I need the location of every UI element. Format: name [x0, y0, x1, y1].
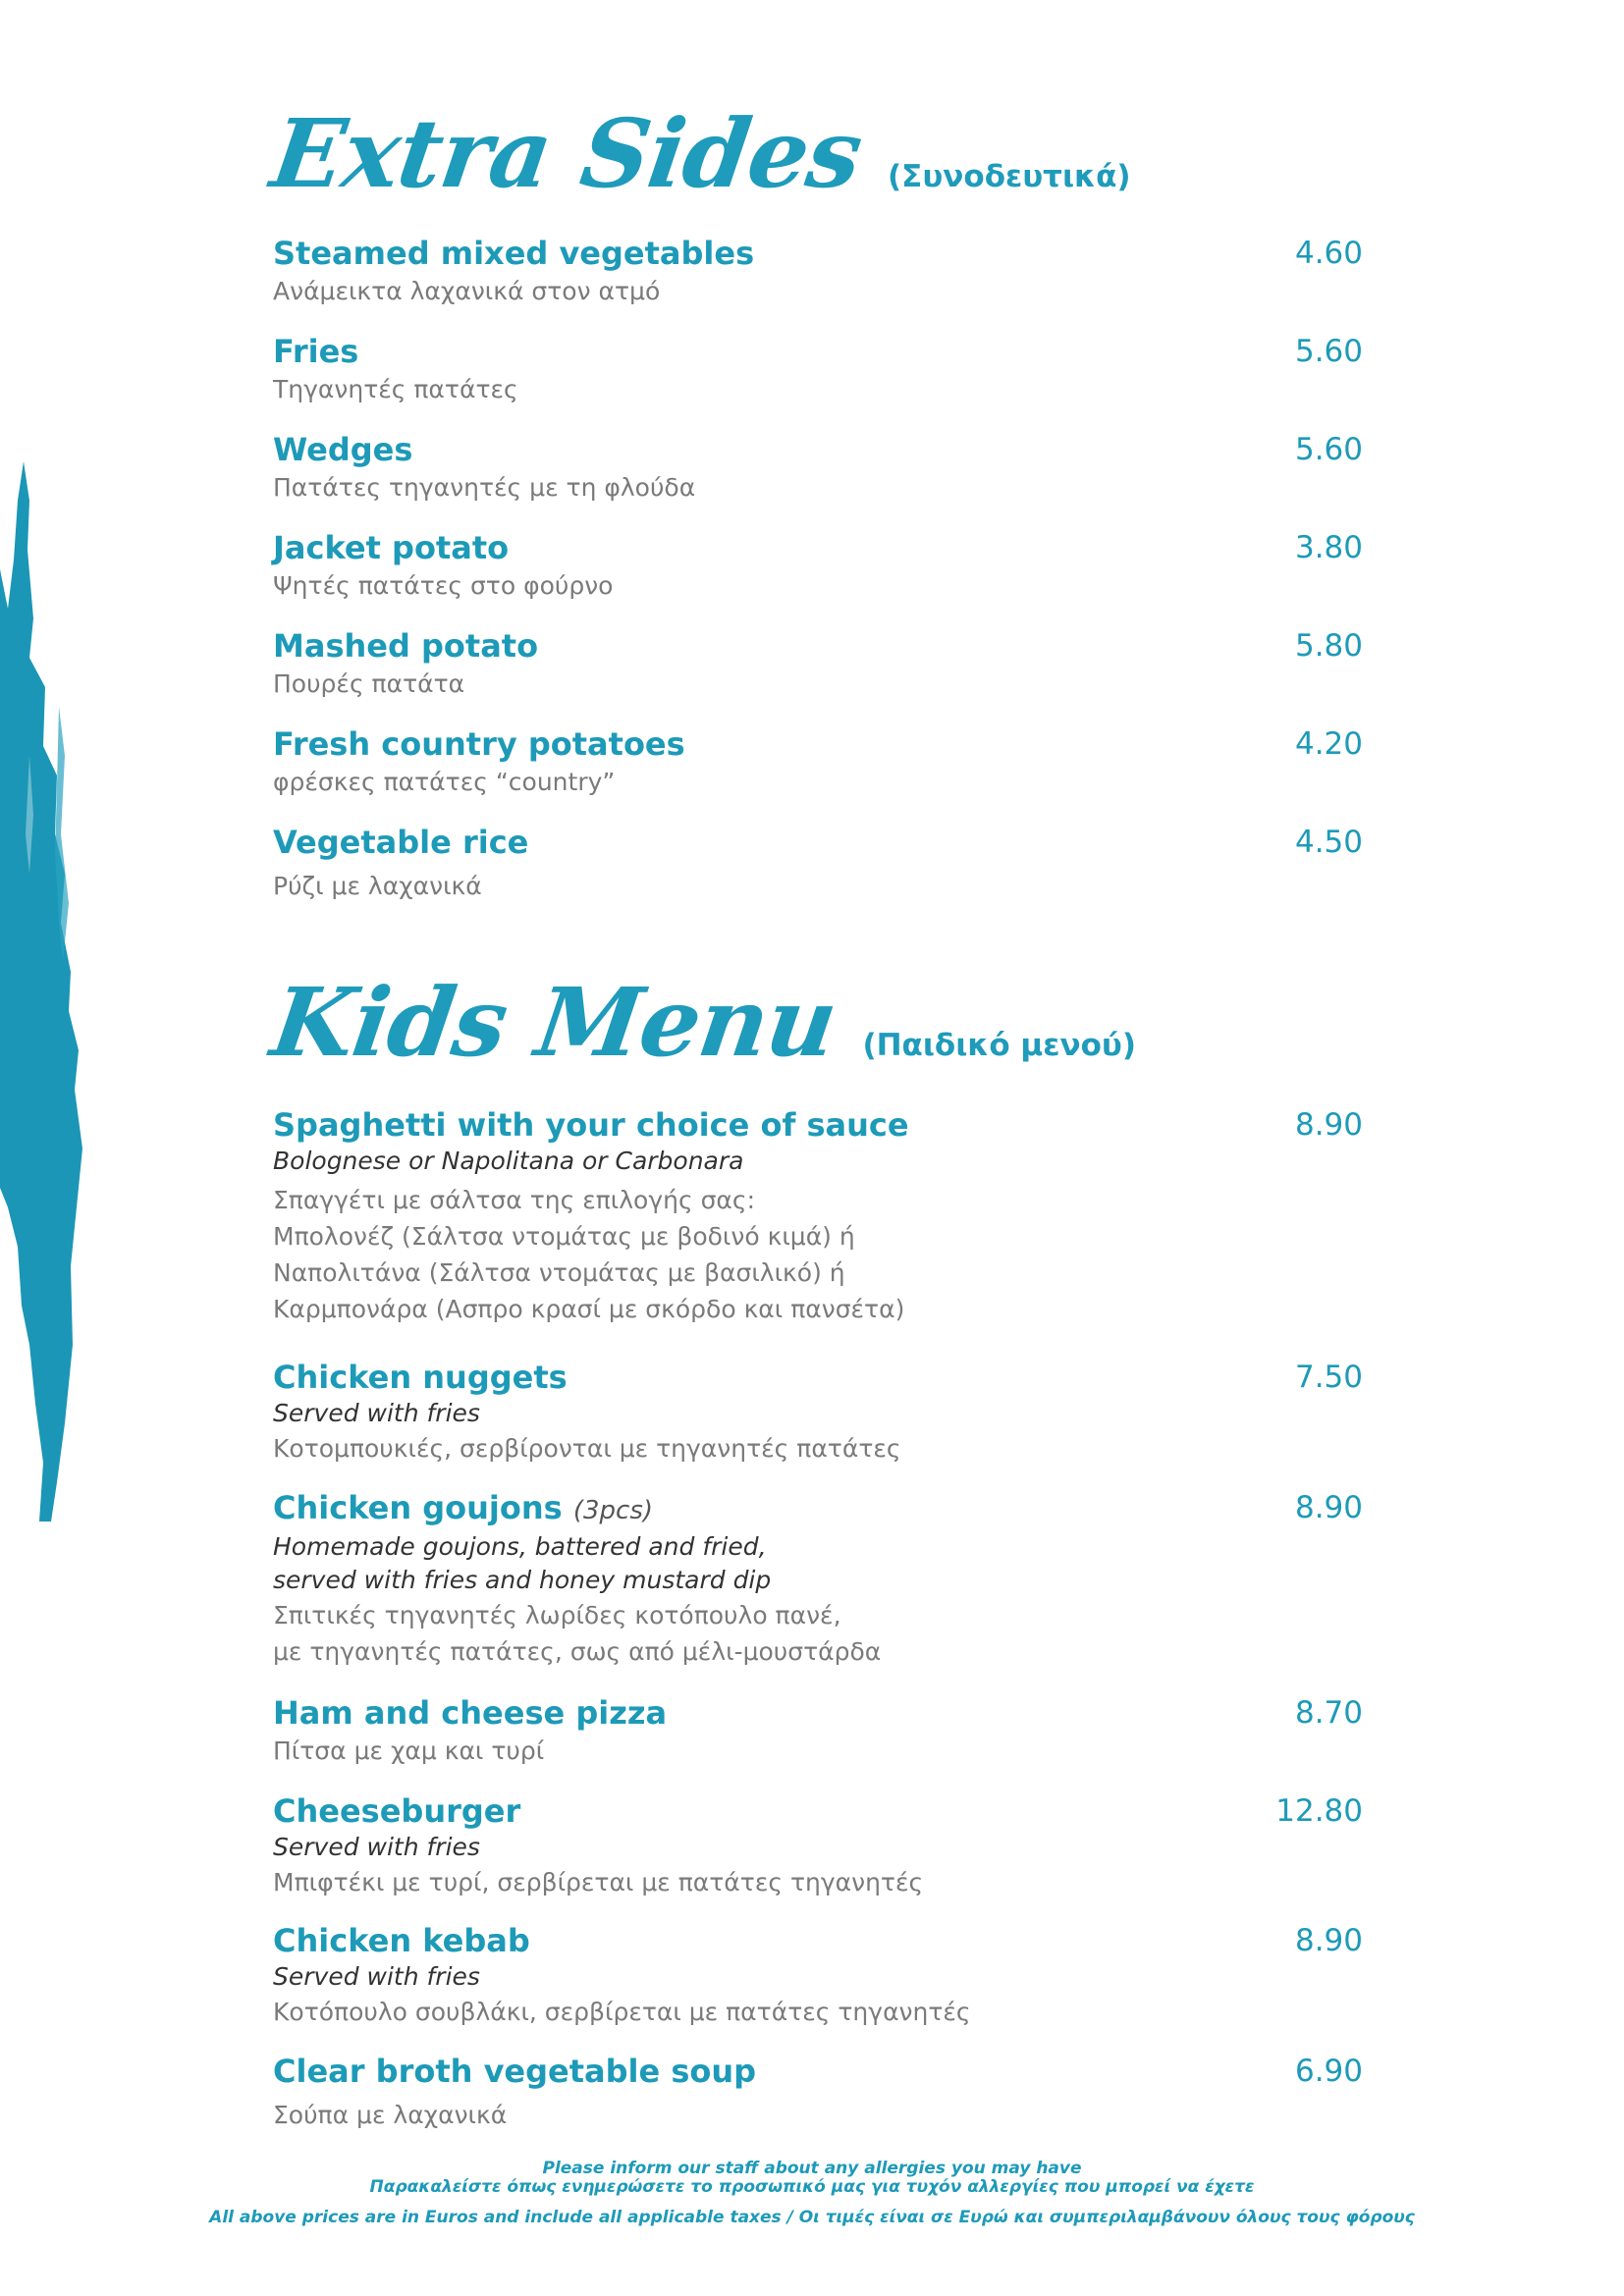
item-name: [273, 1105, 1363, 1145]
menu-item: [273, 430, 1363, 506]
item-price: 8.90: [1294, 1107, 1363, 1143]
item-english-description: Bolognese or Napolitana or Carbonara: [273, 1147, 744, 1175]
menu-item: [273, 823, 1363, 904]
allergy-notice-en: Please inform our staff about any allergies you may have: [542, 2159, 1082, 2178]
item-greek-description: Κοτόπουλο σουβλάκι, σερβίρεται με πατάτες τηγανητές: [273, 1998, 971, 2026]
item-price: 3.80: [1294, 530, 1363, 565]
brush-stroke-decoration: [0, 461, 88, 1522]
menu-item: [273, 1488, 1363, 1670]
item-greek-description: Κοτομπουκιές, σερβίρονται με τηγανητές πατάτες: [273, 1434, 901, 1463]
item-name: Jacket potato: [273, 529, 510, 566]
item-greek-description: φρέσκες πατάτες “country”: [273, 768, 616, 796]
item-name-text: Spaghetti with your choice of sauce: [273, 1106, 909, 1144]
kids-menu-heading: [265, 967, 1136, 1078]
item-name: [273, 2052, 1363, 2091]
item-greek-description: με τηγανητές πατάτες, σως από μέλι-μουστάρδα: [273, 1637, 882, 1666]
menu-item: [273, 1105, 1363, 1327]
item-price: 12.80: [1275, 1793, 1363, 1829]
item-name-text: Clear broth vegetable soup: [273, 2053, 757, 2090]
item-greek-description: Σούπα με λαχανικά: [273, 2101, 508, 2129]
item-english-description: Served with fries: [273, 1962, 480, 1991]
item-name: Fresh country potatoes: [273, 725, 685, 763]
item-price: 8.70: [1294, 1695, 1363, 1731]
item-english-description: Homemade goujons, battered and fried,: [273, 1532, 767, 1561]
item-english-description: Served with fries: [273, 1399, 480, 1427]
item-english-description: served with fries and honey mustard dip: [273, 1566, 772, 1594]
menu-item: [273, 528, 1363, 604]
item-name: [273, 1791, 1363, 1831]
item-price: 5.60: [1294, 334, 1363, 369]
menu-item: [273, 2052, 1363, 2133]
item-name: Wedges: [273, 431, 413, 468]
menu-item: [273, 1358, 1363, 1467]
item-english-description: Served with fries: [273, 1833, 480, 1861]
item-name: Vegetable rice: [273, 824, 529, 861]
item-greek-description: Ναπολιτάνα (Σάλτσα ντομάτας με βασιλικό) ή: [273, 1258, 845, 1287]
menu-item: [273, 724, 1363, 800]
item-name: [273, 1921, 1363, 1960]
item-name: Mashed potato: [273, 627, 539, 665]
menu-item: [273, 332, 1363, 407]
extra-sides-heading: [265, 98, 1131, 209]
item-greek-description: Ρύζι με λαχανικά: [273, 872, 482, 900]
item-greek-description: Σπιτικές τηγανητές λωρίδες κοτόπουλο πανέ,: [273, 1601, 841, 1629]
item-greek-description: Ανάμεικτα λαχανικά στον ατμό: [273, 277, 661, 305]
item-price: 8.90: [1294, 1490, 1363, 1525]
item-price: 4.20: [1294, 726, 1363, 762]
item-greek-description: Πουρές πατάτα: [273, 669, 465, 698]
item-name: Fries: [273, 333, 359, 370]
item-name-text: Chicken goujons: [273, 1489, 563, 1526]
item-name-text: Cheeseburger: [273, 1792, 521, 1830]
item-price: 8.90: [1294, 1923, 1363, 1958]
kids-menu-subtitle: (Παιδικό μενού): [862, 1028, 1136, 1063]
item-price: 6.90: [1294, 2054, 1363, 2089]
item-greek-description: Μπιφτέκι με τυρί, σερβίρεται με πατάτες τηγανητές: [273, 1868, 924, 1896]
item-greek-description: Πίτσα με χαμ και τυρί: [273, 1736, 545, 1765]
item-greek-description: Ψητές πατάτες στο φούρνο: [273, 571, 614, 600]
item-greek-description: Πατάτες τηγανητές με τη φλούδα: [273, 473, 696, 502]
item-price: 4.50: [1294, 825, 1363, 860]
item-name-text: Chicken kebab: [273, 1922, 530, 1959]
item-price: 7.50: [1294, 1360, 1363, 1395]
item-price: 5.80: [1294, 628, 1363, 664]
item-greek-description: Τηγανητές πατάτες: [273, 375, 518, 403]
item-quantity: (3pcs): [572, 1496, 654, 1525]
item-name: [273, 1488, 1363, 1530]
item-price: 5.60: [1294, 432, 1363, 467]
item-name: [273, 1693, 1363, 1733]
item-name: [273, 1358, 1363, 1397]
menu-item: [273, 1693, 1363, 1769]
menu-item: [273, 1921, 1363, 2030]
item-name-text: Chicken nuggets: [273, 1359, 568, 1396]
extra-sides-subtitle: (Συνοδευτικά): [888, 159, 1131, 194]
item-price: 4.60: [1294, 236, 1363, 271]
item-greek-description: Μπολονέζ (Σάλτσα ντομάτας με βοδινό κιμά) ή: [273, 1222, 855, 1251]
item-name-text: Ham and cheese pizza: [273, 1694, 668, 1732]
menu-item: [273, 626, 1363, 702]
menu-item: [273, 234, 1363, 309]
allergy-notice-gr: Παρακαλείστε όπως ενημερώσετε το προσωπικό μας για τυχόν αλλεργίες που μπορεί να έχετε: [369, 2177, 1255, 2197]
item-name: Steamed mixed vegetables: [273, 235, 755, 272]
item-greek-description: Καρμπονάρα (Ασπρο κρασί με σκόρδο και πανσέτα): [273, 1295, 905, 1323]
prices-notice: All above prices are in Euros and include all applicable taxes / Οι τιμές είναι σε Ευρώ και συμπεριλαμβάνουν όλους τους φόρους: [209, 2208, 1415, 2227]
extra-sides-title: Extra Sides: [265, 98, 868, 209]
menu-item: [273, 1791, 1363, 1900]
item-greek-description: Σπαγγέτι με σάλτσα της επιλογής σας:: [273, 1186, 756, 1214]
kids-menu-title: Kids Menu: [265, 967, 843, 1078]
